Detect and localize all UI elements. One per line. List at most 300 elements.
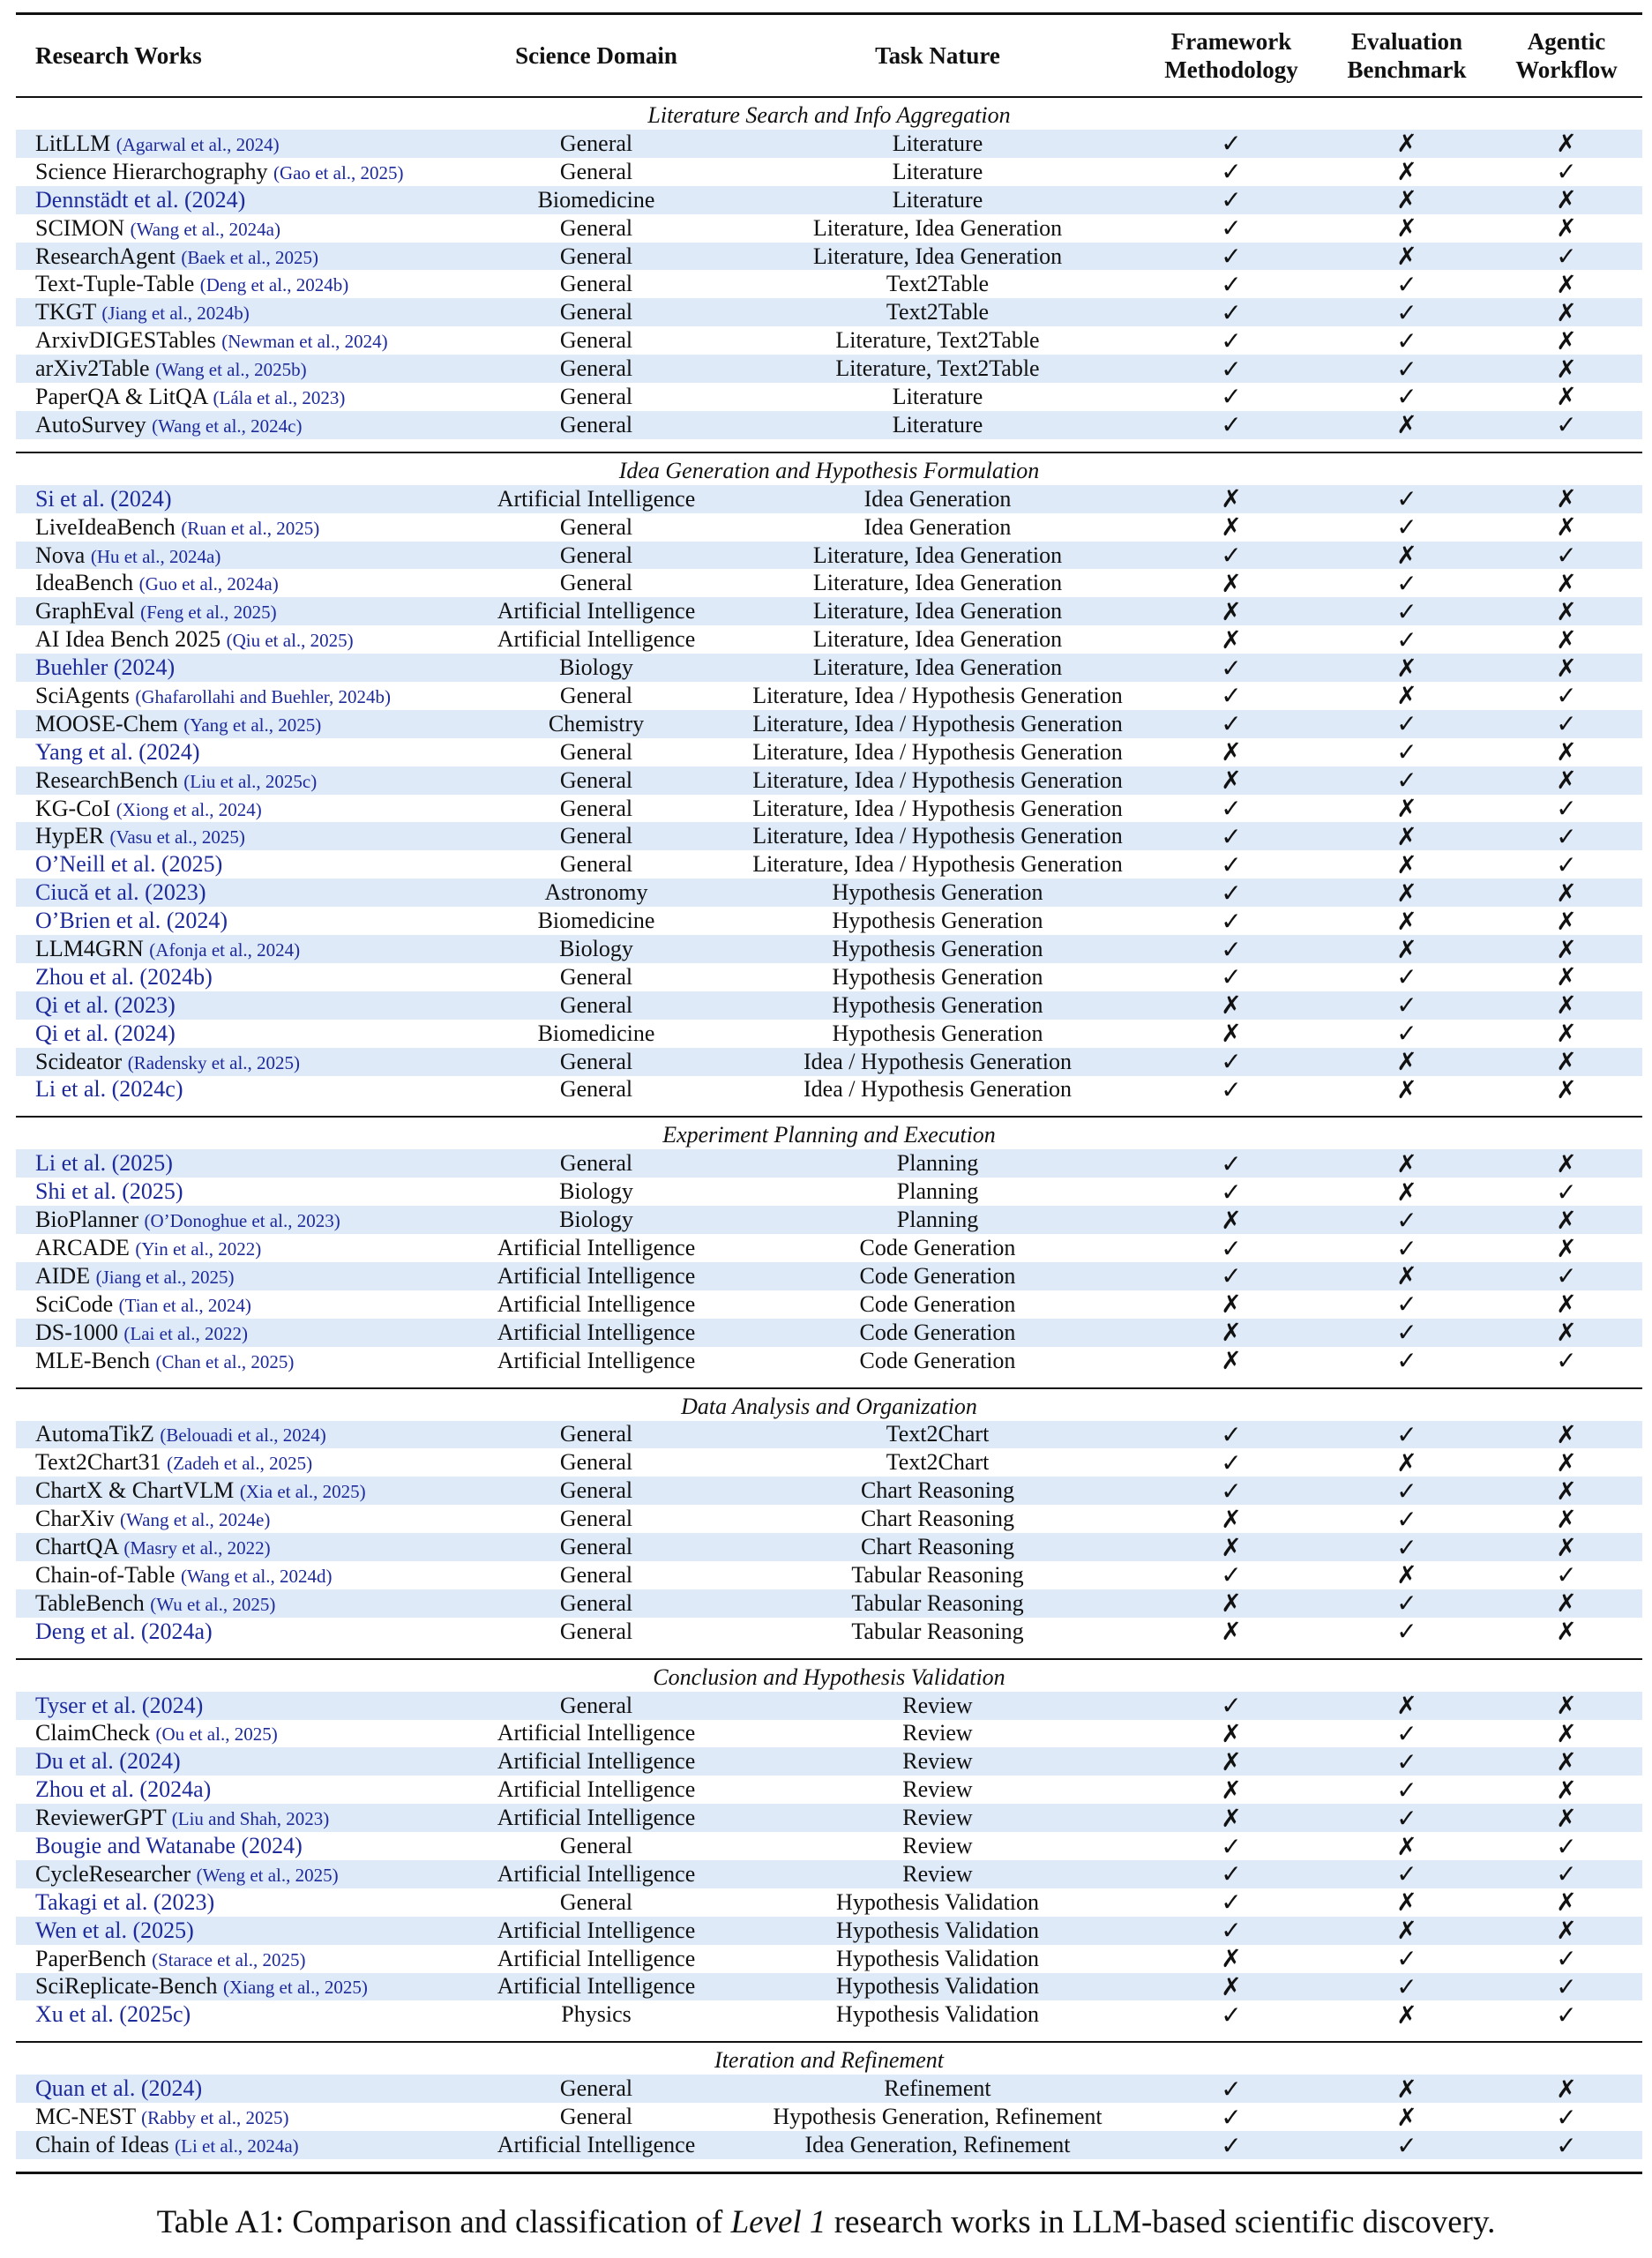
task-nature-cell: Hypothesis Generation: [832, 963, 1043, 990]
table-row: [16, 270, 1642, 298]
agentic-mark: ✗: [1556, 185, 1577, 215]
research-work-cell: [16, 355, 457, 382]
framework-mark: ✓: [1221, 2000, 1242, 2030]
research-work-cell: [16, 879, 457, 906]
evaluation-mark: ✓: [1396, 1859, 1417, 1889]
research-work-cell: [16, 299, 457, 325]
science-domain-cell: General: [559, 327, 633, 354]
task-nature-cell: Tabular Reasoning: [851, 1589, 1024, 1616]
evaluation-mark: ✗: [1396, 1047, 1417, 1077]
table-row: [16, 158, 1642, 186]
research-work-cell: [16, 1449, 457, 1476]
table-row: [16, 1860, 1642, 1888]
task-nature-cell: Literature, Idea Generation: [812, 214, 1063, 241]
table-row: [16, 326, 1642, 355]
framework-mark: ✓: [1221, 1047, 1242, 1077]
task-nature-cell: Literature, Idea Generation: [812, 598, 1063, 624]
task-nature-cell: Code Generation: [859, 1290, 1016, 1317]
work-name: ARCADE: [35, 1235, 130, 1260]
research-work-cell: [16, 412, 457, 438]
agentic-mark: ✗: [1556, 1691, 1577, 1721]
work-name: SciAgents: [35, 682, 130, 708]
task-nature-cell: Literature, Idea Generation: [812, 542, 1063, 568]
work-citation: (Agarwal et al., 2024): [116, 133, 280, 155]
work-name: ResearchBench: [35, 766, 178, 793]
framework-mark: ✗: [1221, 1504, 1242, 1534]
science-domain-cell: General: [559, 795, 633, 821]
agentic-mark: ✓: [1556, 1944, 1577, 1974]
research-work-cell: [16, 1477, 457, 1504]
table-row: [16, 1262, 1642, 1290]
framework-mark: ✓: [1221, 878, 1242, 908]
research-work-cell: [16, 1178, 457, 1205]
framework-mark: ✓: [1221, 1831, 1242, 1861]
science-domain-cell: Biology: [559, 935, 633, 961]
work-name: CycleResearcher: [35, 1860, 191, 1887]
science-domain-cell: General: [559, 1692, 633, 1718]
evaluation-mark: ✓: [1396, 962, 1417, 992]
science-domain-cell: General: [559, 158, 633, 184]
framework-mark: ✓: [1221, 269, 1242, 299]
science-domain-cell: Artificial Intelligence: [497, 598, 696, 624]
agentic-mark: ✗: [1556, 1504, 1577, 1534]
table-row: [16, 1888, 1642, 1917]
table-row: [16, 1206, 1642, 1234]
science-domain-cell: Artificial Intelligence: [497, 1805, 696, 1831]
agentic-mark: ✓: [1556, 1972, 1577, 2001]
work-citation: (Wang et al., 2024a): [130, 218, 280, 240]
table-row: [16, 542, 1642, 570]
task-nature-cell: Literature, Idea Generation: [812, 243, 1063, 269]
framework-mark: ✓: [1221, 1691, 1242, 1721]
table-row: [16, 411, 1642, 439]
research-work-cell: [16, 2075, 457, 2102]
evaluation-mark: ✗: [1396, 1447, 1417, 1477]
work-name: Zhou et al. (2024a): [35, 1776, 212, 1803]
work-citation: (Newman et al., 2024): [221, 331, 388, 353]
work-name: Bougie and Watanabe (2024): [35, 1833, 303, 1859]
table-body: [16, 96, 1642, 2172]
work-name: Wen et al. (2025): [35, 1917, 194, 1943]
research-work-cell: [16, 1076, 457, 1103]
table-row: [16, 822, 1642, 850]
work-citation: (O’Donoghue et al., 2023): [144, 1210, 340, 1232]
work-name: Yang et al. (2024): [35, 738, 200, 765]
table-row: [16, 2131, 1642, 2159]
science-domain-cell: General: [559, 355, 633, 382]
research-work-cell: [16, 1918, 457, 1944]
work-name: SCIMON: [35, 214, 125, 241]
work-name: KG-CoI: [35, 795, 111, 821]
work-citation: (Lai et al., 2022): [123, 1322, 248, 1344]
research-work-cell: [16, 711, 457, 737]
work-name: Li et al. (2024c): [35, 1076, 183, 1103]
evaluation-mark: ✓: [1396, 1944, 1417, 1974]
evaluation-mark: ✓: [1396, 737, 1417, 767]
science-domain-cell: General: [559, 766, 633, 793]
evaluation-mark: ✓: [1396, 568, 1417, 598]
science-domain-cell: Physics: [561, 2001, 632, 2028]
work-citation: (Hu et al., 2024a): [90, 545, 221, 567]
work-citation: (Liu and Shah, 2023): [171, 1808, 330, 1830]
research-work-cell: [16, 1720, 457, 1746]
framework-mark: ✓: [1221, 934, 1242, 964]
task-nature-cell: Literature, Text2Table: [835, 327, 1040, 354]
framework-mark: ✗: [1221, 1972, 1242, 2001]
research-work-cell: [16, 1150, 457, 1177]
agentic-mark: ✓: [1556, 1177, 1577, 1207]
table-row: [16, 1917, 1642, 1945]
table-row: [16, 1533, 1642, 1561]
science-domain-cell: General: [559, 963, 633, 990]
work-citation: (Liu et al., 2025c): [183, 770, 318, 792]
agentic-mark: ✓: [1556, 1346, 1577, 1376]
table-row: [16, 1048, 1642, 1076]
agentic-mark: ✗: [1556, 1617, 1577, 1647]
framework-mark: ✗: [1221, 1205, 1242, 1235]
evaluation-mark: ✓: [1396, 709, 1417, 739]
task-nature-cell: Planning: [896, 1207, 979, 1233]
evaluation-mark: ✗: [1396, 1831, 1417, 1861]
research-work-cell: [16, 1263, 457, 1290]
work-citation: (Rabby et al., 2025): [141, 2107, 289, 2129]
evaluation-mark: ✗: [1396, 794, 1417, 824]
agentic-mark: ✗: [1556, 1233, 1577, 1263]
work-name: Text2Chart31: [35, 1449, 161, 1476]
framework-mark: ✓: [1221, 1177, 1242, 1207]
table-row: [16, 654, 1642, 682]
research-work-cell: [16, 1291, 457, 1318]
science-domain-cell: Biology: [559, 1178, 633, 1205]
evaluation-mark: ✓: [1396, 1419, 1417, 1449]
agentic-mark: ✗: [1556, 1148, 1577, 1178]
science-domain-cell: General: [559, 1477, 633, 1504]
agentic-mark: ✗: [1556, 325, 1577, 355]
work-citation: (Radensky et al., 2025): [127, 1051, 301, 1073]
task-nature-cell: Literature, Idea / Hypothesis Generation: [752, 795, 1123, 821]
section-title: Literature Search and Info Aggregation: [647, 102, 1011, 128]
table-row: [16, 1720, 1642, 1748]
research-work-cell: [16, 908, 457, 934]
task-nature-cell: Literature: [892, 158, 983, 184]
science-domain-cell: General: [559, 130, 633, 156]
agentic-mark: ✗: [1556, 1888, 1577, 1918]
task-nature-cell: Chart Reasoning: [860, 1477, 1015, 1504]
table-row: [16, 1692, 1642, 1720]
research-work-cell: [16, 1973, 457, 2000]
task-nature-cell: Literature, Idea / Hypothesis Generation: [752, 823, 1123, 849]
evaluation-mark: ✗: [1396, 821, 1417, 851]
science-domain-cell: General: [559, 299, 633, 325]
header-evaluation-benchmark: Evaluation Benchmark: [1347, 28, 1467, 83]
evaluation-mark: ✗: [1396, 185, 1417, 215]
task-nature-cell: Idea Generation, Refinement: [804, 2132, 1071, 2158]
framework-mark: ✗: [1221, 766, 1242, 796]
evaluation-mark: ✓: [1396, 1775, 1417, 1805]
work-name: MOOSE-Chem: [35, 710, 178, 736]
framework-mark: ✓: [1221, 1888, 1242, 1918]
task-nature-cell: Code Generation: [859, 1235, 1016, 1260]
agentic-mark: ✗: [1556, 213, 1577, 243]
agentic-mark: ✗: [1556, 766, 1577, 796]
table-row: [16, 879, 1642, 907]
table-row: [16, 1076, 1642, 1104]
research-work-cell: [16, 1235, 457, 1261]
research-work-cell: [16, 271, 457, 297]
framework-mark: ✓: [1221, 382, 1242, 412]
work-citation: (Ruan et al., 2025): [181, 517, 320, 539]
task-nature-cell: Review: [902, 1776, 973, 1803]
task-nature-cell: Hypothesis Generation: [832, 1020, 1043, 1046]
agentic-mark: ✗: [1556, 1447, 1577, 1477]
work-citation: (Wu et al., 2025): [150, 1593, 276, 1615]
work-citation: (Xiang et al., 2025): [222, 1977, 368, 1999]
science-domain-cell: General: [559, 738, 633, 765]
framework-mark: ✗: [1221, 1019, 1242, 1049]
framework-mark: ✓: [1221, 1074, 1242, 1104]
work-citation: (Chan et al., 2025): [155, 1350, 295, 1372]
agentic-mark: ✗: [1556, 1746, 1577, 1776]
work-name: HypER: [35, 823, 104, 849]
work-name: Zhou et al. (2024b): [35, 963, 213, 990]
research-work-cell: [16, 1776, 457, 1803]
task-nature-cell: Refinement: [884, 2075, 991, 2102]
science-domain-cell: General: [559, 1076, 633, 1103]
research-work-cell: [16, 851, 457, 878]
task-nature-cell: Idea / Hypothesis Generation: [804, 1048, 1072, 1074]
research-work-cell: [16, 626, 457, 653]
science-domain-cell: General: [559, 1506, 633, 1532]
agentic-mark: ✗: [1556, 1205, 1577, 1235]
table-row: [16, 625, 1642, 654]
task-nature-cell: Hypothesis Validation: [836, 2001, 1039, 2028]
task-nature-cell: Text2Chart: [886, 1449, 990, 1476]
caption-prefix: Table A1: Comparison and classification of: [156, 2204, 731, 2240]
agentic-mark: ✓: [1556, 794, 1577, 824]
science-domain-cell: Artificial Intelligence: [497, 2132, 696, 2158]
science-domain-cell: General: [559, 513, 633, 540]
work-name: LitLLM: [35, 130, 111, 156]
framework-mark: ✓: [1221, 1419, 1242, 1449]
framework-mark: ✓: [1221, 1476, 1242, 1506]
research-work-cell: [16, 1348, 457, 1374]
table-row: [16, 682, 1642, 710]
framework-mark: ✓: [1221, 242, 1242, 272]
work-name: AutoSurvey: [35, 411, 146, 437]
work-citation: (Belouadi et al., 2024): [160, 1424, 326, 1447]
work-name: ChartQA: [35, 1534, 118, 1560]
section-spacer: [16, 2159, 1642, 2172]
evaluation-mark: ✓: [1396, 382, 1417, 412]
evaluation-mark: ✗: [1396, 653, 1417, 683]
agentic-mark: ✗: [1556, 624, 1577, 654]
table-row: [16, 1448, 1642, 1477]
work-name: Takagi et al. (2023): [35, 1888, 215, 1915]
table-row: [16, 907, 1642, 935]
science-domain-cell: General: [559, 1833, 633, 1859]
task-nature-cell: Literature, Idea / Hypothesis Generation: [752, 766, 1123, 793]
table-row: [16, 2075, 1642, 2103]
evaluation-mark: ✓: [1396, 1346, 1417, 1376]
science-domain-cell: Biomedicine: [537, 908, 655, 934]
work-name: BioPlanner: [35, 1207, 138, 1233]
research-work-cell: [16, 767, 457, 794]
framework-mark: ✓: [1221, 185, 1242, 215]
research-work-cell: [16, 739, 457, 766]
research-work-cell: [16, 2001, 457, 2028]
work-name: Science Hierarchography: [35, 158, 268, 184]
task-nature-cell: Tabular Reasoning: [851, 1561, 1024, 1588]
evaluation-mark: ✓: [1396, 1233, 1417, 1263]
agentic-mark: ✓: [1556, 242, 1577, 272]
table-row: [16, 766, 1642, 795]
agentic-mark: ✗: [1556, 1019, 1577, 1049]
task-nature-cell: Literature: [892, 130, 983, 156]
task-nature-cell: Hypothesis Generation: [832, 935, 1043, 961]
work-citation: (Li et al., 2024a): [175, 2135, 299, 2157]
evaluation-mark: ✗: [1396, 213, 1417, 243]
framework-mark: ✗: [1221, 484, 1242, 514]
table-row: [16, 1618, 1642, 1646]
table-row: [16, 1020, 1642, 1048]
table-row: [16, 214, 1642, 243]
table-row: [16, 569, 1642, 597]
evaluation-mark: ✓: [1396, 991, 1417, 1021]
header-task-nature: Task Nature: [875, 42, 1000, 69]
research-work-cell: [16, 1946, 457, 1972]
research-work-cell: [16, 936, 457, 962]
science-domain-cell: Biology: [559, 1207, 633, 1233]
work-name: MC-NEST: [35, 2104, 136, 2130]
table-row: [16, 298, 1642, 326]
agentic-mark: ✗: [1556, 1803, 1577, 1833]
research-work-cell: [16, 514, 457, 541]
framework-mark: ✓: [1221, 1233, 1242, 1263]
agentic-mark: ✓: [1556, 849, 1577, 879]
work-name: arXiv2Table: [35, 355, 150, 382]
science-domain-cell: Artificial Intelligence: [497, 626, 696, 653]
task-nature-cell: Hypothesis Validation: [836, 1888, 1039, 1915]
framework-mark: ✓: [1221, 653, 1242, 683]
agentic-mark: ✗: [1556, 568, 1577, 598]
agentic-mark: ✓: [1556, 681, 1577, 711]
agentic-mark: ✗: [1556, 596, 1577, 626]
evaluation-mark: ✗: [1396, 1916, 1417, 1946]
science-domain-cell: General: [559, 682, 633, 708]
research-work-cell: [16, 2132, 457, 2158]
science-domain-cell: Artificial Intelligence: [497, 1235, 696, 1260]
task-nature-cell: Planning: [896, 1150, 979, 1177]
work-name: Text-Tuple-Table: [35, 271, 195, 297]
research-work-cell: [16, 1889, 457, 1916]
research-work-cell: [16, 1049, 457, 1075]
evaluation-mark: ✓: [1396, 1504, 1417, 1534]
research-work-cell: [16, 1021, 457, 1047]
work-citation: (Ou et al., 2025): [155, 1723, 278, 1746]
table-row: [16, 710, 1642, 738]
section-title: Conclusion and Hypothesis Validation: [653, 1664, 1005, 1690]
research-work-cell: [16, 215, 457, 242]
agentic-mark: ✗: [1556, 1476, 1577, 1506]
table-row: [16, 1290, 1642, 1319]
table-header: [16, 15, 1642, 96]
task-nature-cell: Review: [902, 1860, 973, 1887]
evaluation-mark: ✗: [1396, 2074, 1417, 2104]
table-row: [16, 1149, 1642, 1178]
work-citation: (Masry et al., 2022): [123, 1537, 271, 1559]
framework-mark: ✓: [1221, 129, 1242, 159]
research-work-cell: [16, 1805, 457, 1831]
science-domain-cell: General: [559, 2104, 633, 2130]
task-nature-cell: Idea Generation: [863, 485, 1012, 512]
task-nature-cell: Review: [902, 1748, 973, 1775]
work-citation: (Yin et al., 2022): [135, 1238, 262, 1260]
work-citation: (Wang et al., 2025b): [155, 359, 307, 381]
caption-level: Level 1: [730, 2204, 826, 2240]
agentic-mark: ✗: [1556, 512, 1577, 542]
science-domain-cell: Artificial Intelligence: [497, 1776, 696, 1803]
science-domain-cell: Biology: [559, 654, 633, 681]
science-domain-cell: General: [559, 823, 633, 849]
science-domain-cell: General: [559, 1618, 633, 1644]
section-title: Idea Generation and Hypothesis Formulation: [618, 457, 1040, 483]
science-domain-cell: Artificial Intelligence: [497, 1262, 696, 1289]
work-name: CharXiv: [35, 1506, 115, 1532]
agentic-mark: ✗: [1556, 1290, 1577, 1320]
task-nature-cell: Review: [902, 1805, 973, 1831]
framework-mark: ✗: [1221, 737, 1242, 767]
task-nature-cell: Review: [902, 1833, 973, 1859]
framework-mark: ✗: [1221, 1718, 1242, 1748]
framework-mark: ✓: [1221, 2102, 1242, 2132]
task-nature-cell: Literature, Text2Table: [835, 355, 1040, 382]
science-domain-cell: Chemistry: [548, 710, 645, 736]
work-name: O’Neill et al. (2025): [35, 851, 223, 878]
caption-suffix: research works in LLM-based scientific discovery.: [826, 2204, 1496, 2240]
agentic-mark: ✓: [1556, 2102, 1577, 2132]
section-spacer: [16, 439, 1642, 452]
agentic-mark: ✓: [1556, 2130, 1577, 2160]
evaluation-mark: ✓: [1396, 1617, 1417, 1647]
section-spacer: [16, 1646, 1642, 1658]
comparison-table: [16, 12, 1642, 2174]
task-nature-cell: Hypothesis Validation: [836, 1917, 1039, 1943]
work-name: Li et al. (2025): [35, 1150, 173, 1177]
framework-mark: ✗: [1221, 1346, 1242, 1376]
table-row: [16, 1234, 1642, 1262]
task-nature-cell: Idea / Hypothesis Generation: [804, 1076, 1072, 1103]
research-work-cell: [16, 542, 457, 569]
task-nature-cell: Hypothesis Generation, Refinement: [773, 2104, 1103, 2130]
agentic-mark: ✓: [1556, 541, 1577, 571]
evaluation-mark: ✓: [1396, 269, 1417, 299]
header-research-works: Research Works: [35, 42, 202, 69]
work-name: DS-1000: [35, 1319, 118, 1345]
framework-mark: ✗: [1221, 1617, 1242, 1647]
agentic-mark: ✗: [1556, 1718, 1577, 1748]
framework-mark: ✓: [1221, 821, 1242, 851]
table-row: [16, 1561, 1642, 1589]
research-work-cell: [16, 1861, 457, 1888]
framework-mark: ✗: [1221, 568, 1242, 598]
work-name: Buehler (2024): [35, 654, 176, 681]
evaluation-mark: ✓: [1396, 1290, 1417, 1320]
science-domain-cell: General: [559, 542, 633, 568]
agentic-mark: ✓: [1556, 709, 1577, 739]
work-name: ArxivDIGESTables: [35, 327, 216, 354]
evaluation-mark: ✗: [1396, 906, 1417, 936]
evaluation-mark: ✗: [1396, 541, 1417, 571]
